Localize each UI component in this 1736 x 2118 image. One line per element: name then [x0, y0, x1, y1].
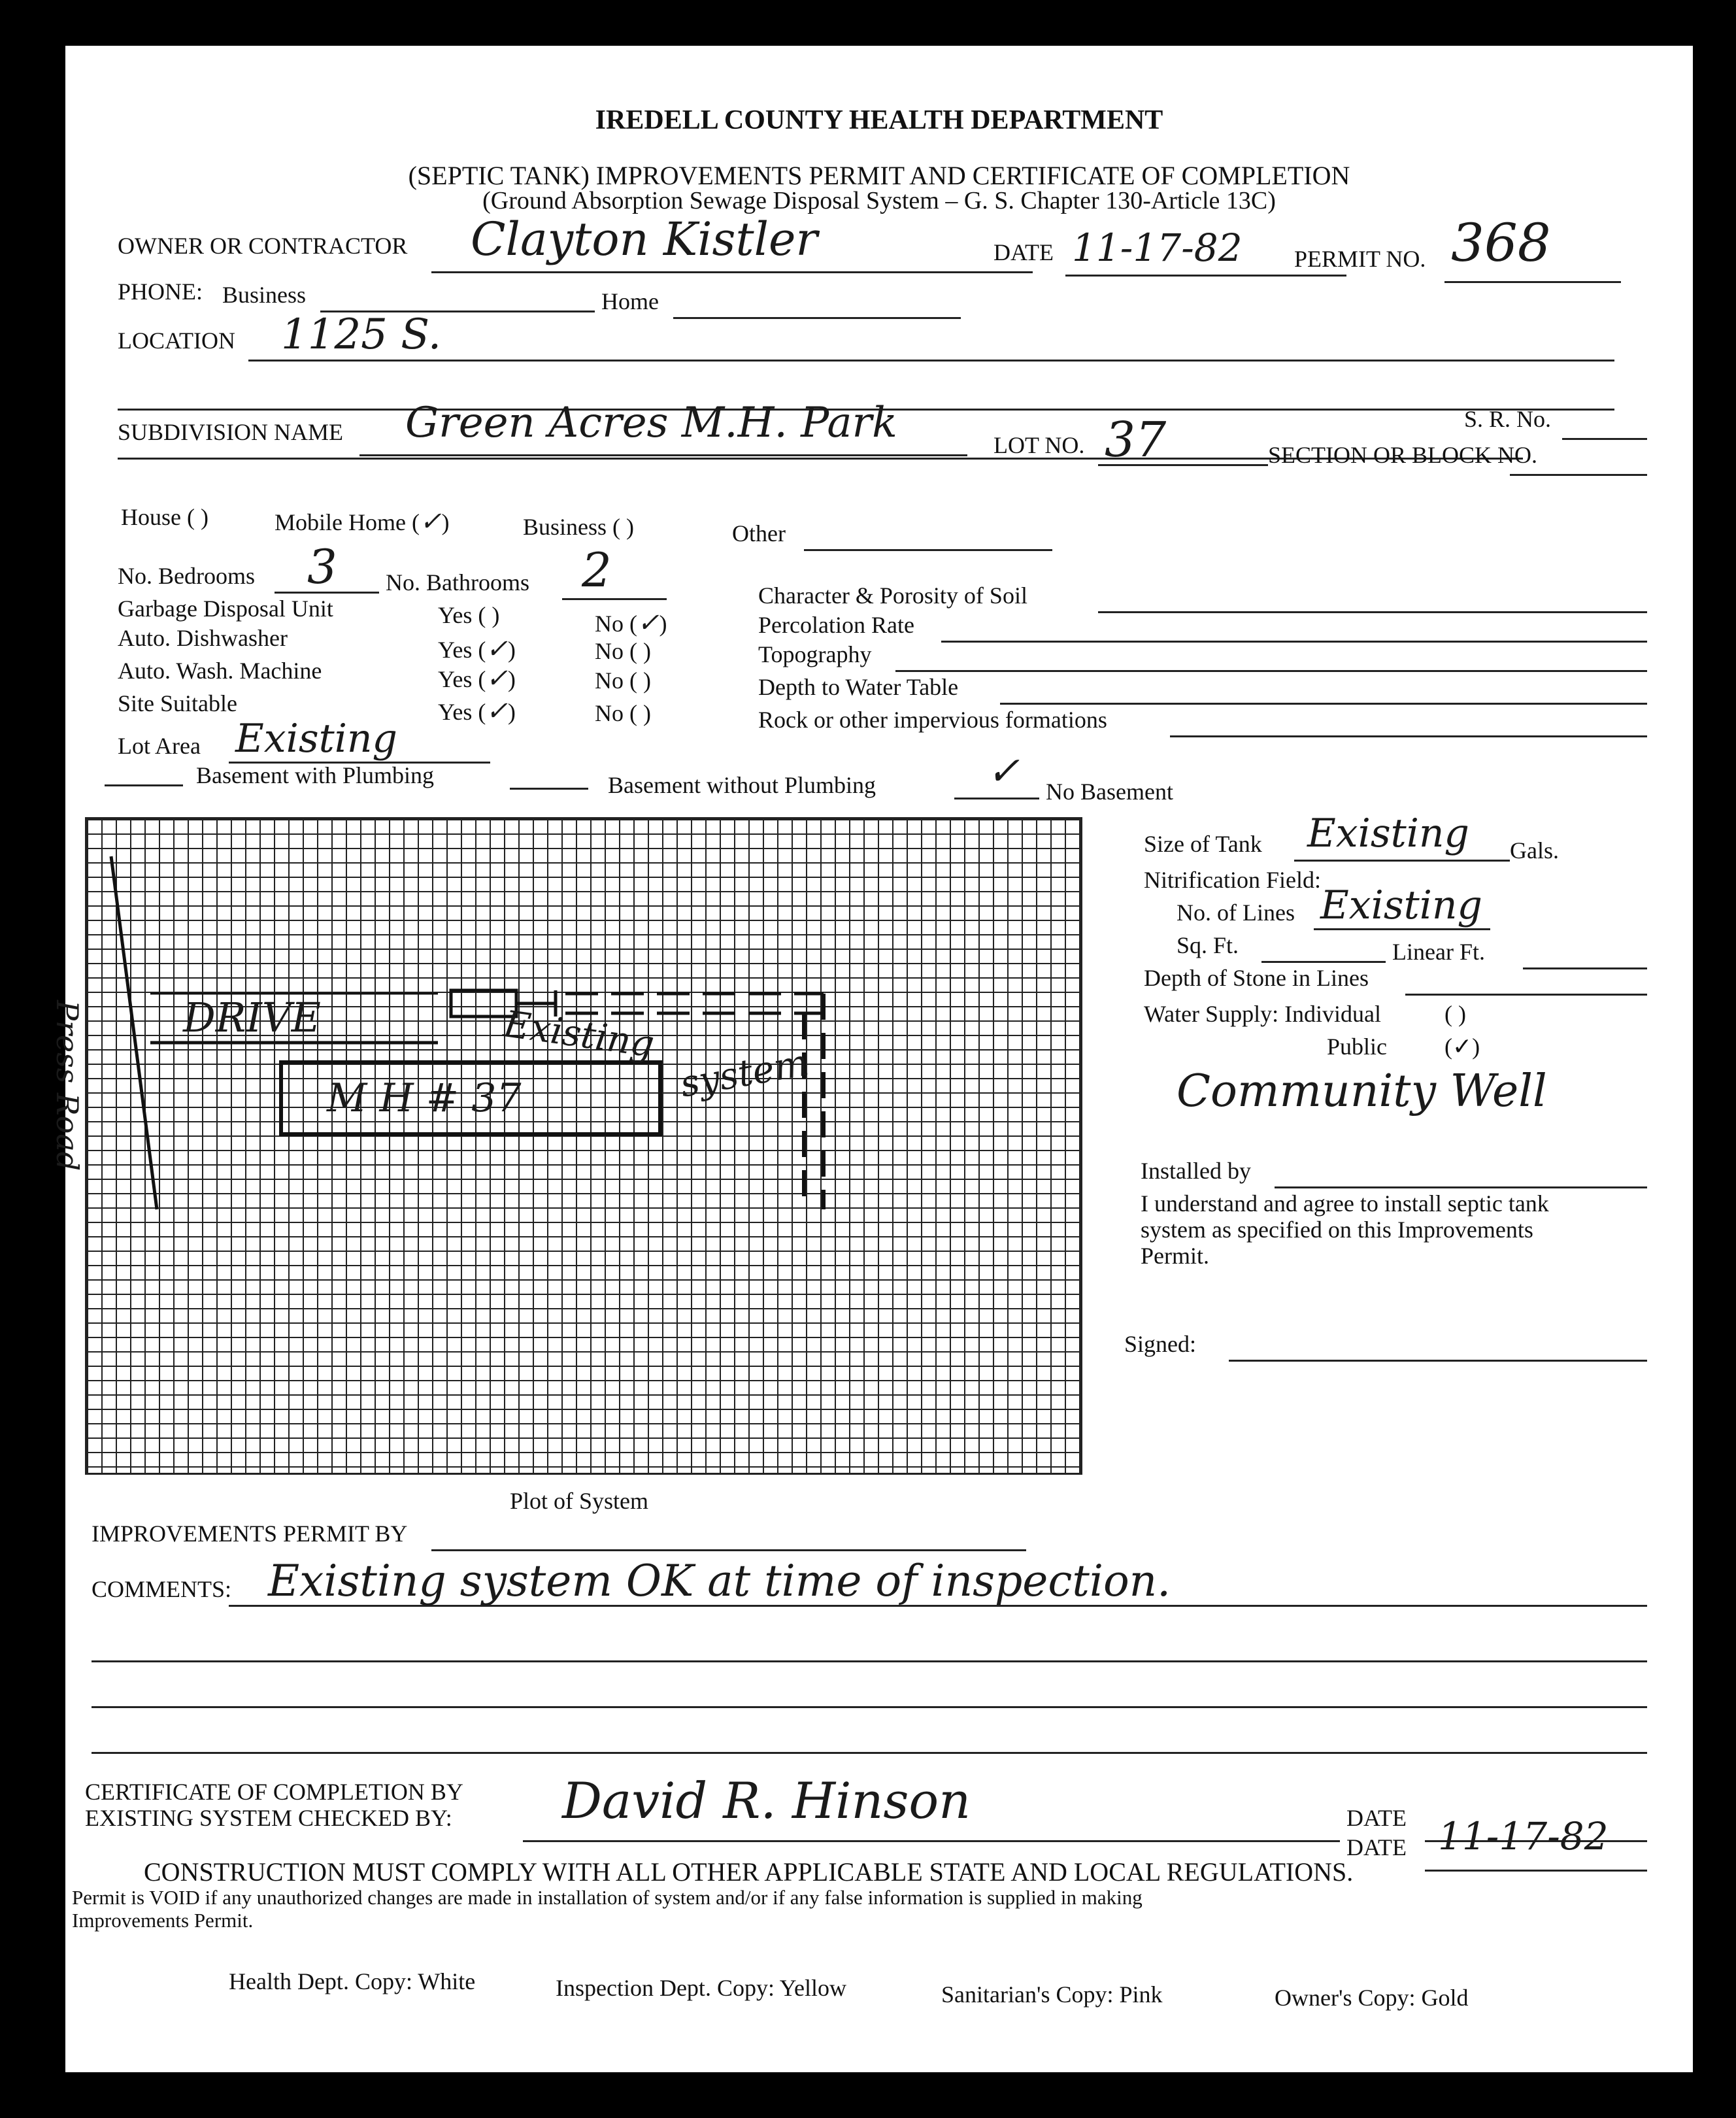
owner-line: [431, 271, 1033, 273]
section-line: [1510, 474, 1647, 476]
tank-size-line: [1294, 860, 1510, 862]
agreement-line-3: Permit.: [1141, 1243, 1209, 1269]
comments-line-3: [92, 1706, 1647, 1708]
comments-line-2: [92, 1660, 1647, 1662]
subdivision-value: Green Acres M.H. Park: [405, 399, 897, 447]
feature-garbage-yes: Yes ( ): [438, 602, 500, 628]
house-option: House ( ): [121, 504, 209, 530]
date-value-2: 11-17-82: [1438, 1814, 1609, 1858]
plot-system-label: system: [676, 1041, 812, 1106]
location-line: [248, 360, 1614, 361]
permit-value: 368: [1451, 212, 1551, 273]
water-note: Community Well: [1177, 1066, 1547, 1117]
no-basement-line: [954, 798, 1039, 799]
basement-without-line: [510, 788, 588, 790]
feature-site-yes: Yes (✓): [438, 696, 516, 726]
form-statute: (Ground Absorption Sewage Disposal System – G. S. Chapter 130-Article 13C): [482, 187, 1276, 214]
installed-by-line: [1275, 1186, 1647, 1188]
date-label-1: DATE: [1346, 1805, 1407, 1831]
mobile-home-check-icon: ✓: [419, 507, 442, 537]
void-notice-1: Permit is VOID if any unauthorized changes are made in installation of system and/or if any false information is supplied in making: [72, 1886, 1143, 1909]
phone-home-label: Home: [601, 288, 659, 314]
permit-form: [50, 46, 1693, 2072]
depth-stone-line: [1405, 994, 1647, 996]
lines-label: No. of Lines: [1177, 899, 1295, 926]
location-value: 1125 S.: [281, 311, 442, 359]
soil-topography-label: Topography: [758, 641, 872, 667]
washer-yes-check-icon: ✓: [486, 664, 508, 694]
date-line: [1065, 275, 1346, 277]
date-label-2: DATE: [1346, 1834, 1407, 1860]
nitrification-label: Nitrification Field:: [1144, 867, 1321, 893]
business-option: Business ( ): [523, 514, 634, 540]
phone-home-line: [673, 317, 961, 319]
installed-by-label: Installed by: [1141, 1158, 1251, 1184]
checked-by-label: EXISTING SYSTEM CHECKED BY:: [85, 1805, 452, 1831]
phone-business-label: Business: [222, 282, 307, 308]
sqft-line: [1261, 961, 1386, 963]
feature-site-label: Site Suitable: [118, 690, 237, 716]
soil-character-line: [1098, 611, 1647, 613]
water-public-box: (✓): [1444, 1034, 1480, 1060]
subdivision-line: [359, 454, 967, 456]
checked-by-line: [523, 1840, 1340, 1842]
site-yes-check-icon: ✓: [486, 696, 508, 726]
water-individual-box: ( ): [1444, 1001, 1466, 1027]
lines-value: Existing: [1320, 882, 1482, 928]
soil-percolation-line: [941, 641, 1647, 643]
soil-character-label: Character & Porosity of Soil: [758, 582, 1027, 609]
date-line-2: [1425, 1870, 1647, 1872]
permit-line: [1444, 281, 1621, 283]
mobile-home-option: Mobile Home (✓): [275, 507, 450, 537]
plot-sketch: [50, 817, 1078, 1471]
depth-stone-label: Depth of Stone in Lines: [1144, 965, 1369, 991]
feature-washer-label: Auto. Wash. Machine: [118, 658, 322, 684]
feature-dishwasher-label: Auto. Dishwasher: [118, 625, 288, 651]
date-value: 11-17-82: [1072, 226, 1243, 270]
void-notice-2: Improvements Permit.: [72, 1909, 254, 1932]
feature-washer-yes: Yes (✓): [438, 664, 516, 694]
basement-with-line: [105, 784, 183, 786]
owner-value: Clayton Kistler: [471, 212, 818, 266]
permit-label: PERMIT NO.: [1294, 246, 1426, 272]
construction-notice: CONSTRUCTION MUST COMPLY WITH ALL OTHER APPLICABLE STATE AND LOCAL REGULATIONS.: [144, 1857, 1354, 1887]
basement-without-label: Basement without Plumbing: [608, 772, 876, 798]
bedrooms-value: 3: [307, 539, 337, 594]
date-label: DATE: [993, 239, 1054, 265]
plot-caption: Plot of System: [510, 1488, 649, 1514]
lot-area-value: Existing: [235, 716, 397, 762]
tank-gals: Gals.: [1510, 837, 1559, 864]
lot-label: LOT NO.: [993, 432, 1085, 458]
feature-washer-no: No ( ): [595, 667, 651, 694]
comments-value: Existing system OK at time of inspection.: [268, 1556, 1171, 1606]
location-label: LOCATION: [118, 328, 235, 354]
form-title: IREDELL COUNTY HEALTH DEPARTMENT: [595, 105, 1163, 135]
agreement-line-2: system as specified on this Improvements: [1141, 1217, 1533, 1243]
sqft-label: Sq. Ft.: [1177, 932, 1239, 958]
linear-label: Linear Ft.: [1392, 939, 1485, 965]
plot-road-label: Press Road: [50, 1000, 85, 1171]
lot-value: 37: [1105, 412, 1167, 468]
bathrooms-line: [562, 598, 667, 600]
copy-owner: Owner's Copy: Gold: [1275, 1985, 1469, 2011]
water-supply-label: Water Supply: Individual: [1144, 1001, 1382, 1027]
no-basement-check-icon: ✓: [987, 748, 1020, 794]
feature-garbage-no: No (✓): [595, 608, 667, 638]
soil-rock-line: [1170, 735, 1647, 737]
feature-dishwasher-no: No ( ): [595, 638, 651, 664]
subdivision-label: SUBDIVISION NAME: [118, 419, 344, 445]
inspector-signature: David R. Hinson: [562, 1772, 971, 1830]
no-basement-label: No Basement: [1046, 779, 1173, 805]
feature-garbage-label: Garbage Disposal Unit: [118, 596, 333, 622]
soil-water-table-line: [1000, 703, 1647, 705]
feature-site-no: No ( ): [595, 700, 651, 726]
lot-area-label: Lot Area: [118, 733, 201, 759]
soil-percolation-label: Percolation Rate: [758, 612, 914, 638]
lines-line: [1314, 928, 1490, 930]
water-public-label: Public: [1327, 1034, 1388, 1060]
garbage-no-check-icon: ✓: [637, 608, 659, 638]
feature-dishwasher-yes: Yes (✓): [438, 634, 516, 664]
soil-topography-line: [895, 670, 1647, 672]
improvements-permit-line: [431, 1549, 1026, 1551]
comments-line-4: [92, 1752, 1647, 1754]
sr-value-line: [1562, 438, 1647, 440]
owner-label: OWNER OR CONTRACTOR: [118, 233, 408, 259]
tank-size-value: Existing: [1307, 811, 1469, 856]
linear-line: [1523, 967, 1647, 969]
basement-with-label: Basement with Plumbing: [196, 762, 434, 788]
soil-water-table-label: Depth to Water Table: [758, 674, 959, 700]
form-subtitle: (SEPTIC TANK) IMPROVEMENTS PERMIT AND CERTIFICATE OF COMPLETION: [408, 161, 1350, 190]
bedrooms-label: No. Bedrooms: [118, 563, 255, 589]
soil-rock-label: Rock or other impervious formations: [758, 707, 1107, 733]
copy-health: Health Dept. Copy: White: [229, 1968, 476, 1994]
phone-label: PHONE:: [118, 278, 203, 305]
other-option-label: Other: [732, 520, 786, 546]
plot-existing-label: Existing: [501, 1003, 657, 1066]
tank-size-label: Size of Tank: [1144, 831, 1262, 857]
bathrooms-label: No. Bathrooms: [386, 569, 529, 596]
copy-sanitarian: Sanitarian's Copy: Pink: [941, 1981, 1163, 2008]
improvements-permit-label: IMPROVEMENTS PERMIT BY: [92, 1521, 408, 1547]
other-line: [804, 549, 1052, 551]
signed-line: [1229, 1360, 1647, 1362]
sr-label: S. R. No.: [1464, 406, 1552, 432]
signed-label: Signed:: [1124, 1331, 1197, 1357]
plot-drive-label: DRIVE: [183, 994, 321, 1041]
plot-sketch-drawing: [85, 817, 1078, 1471]
certificate-label: CERTIFICATE OF COMPLETION BY: [85, 1779, 463, 1805]
bathrooms-value: 2: [582, 543, 612, 597]
dishwasher-yes-check-icon: ✓: [486, 634, 508, 664]
comments-label: COMMENTS:: [92, 1576, 232, 1602]
plot-mh-label: M H # 37: [327, 1075, 522, 1121]
agreement-line-1: I understand and agree to install septic tank: [1141, 1190, 1549, 1217]
copy-inspection: Inspection Dept. Copy: Yellow: [556, 1975, 846, 2001]
section-label: SECTION OR BLOCK NO.: [1268, 442, 1538, 468]
